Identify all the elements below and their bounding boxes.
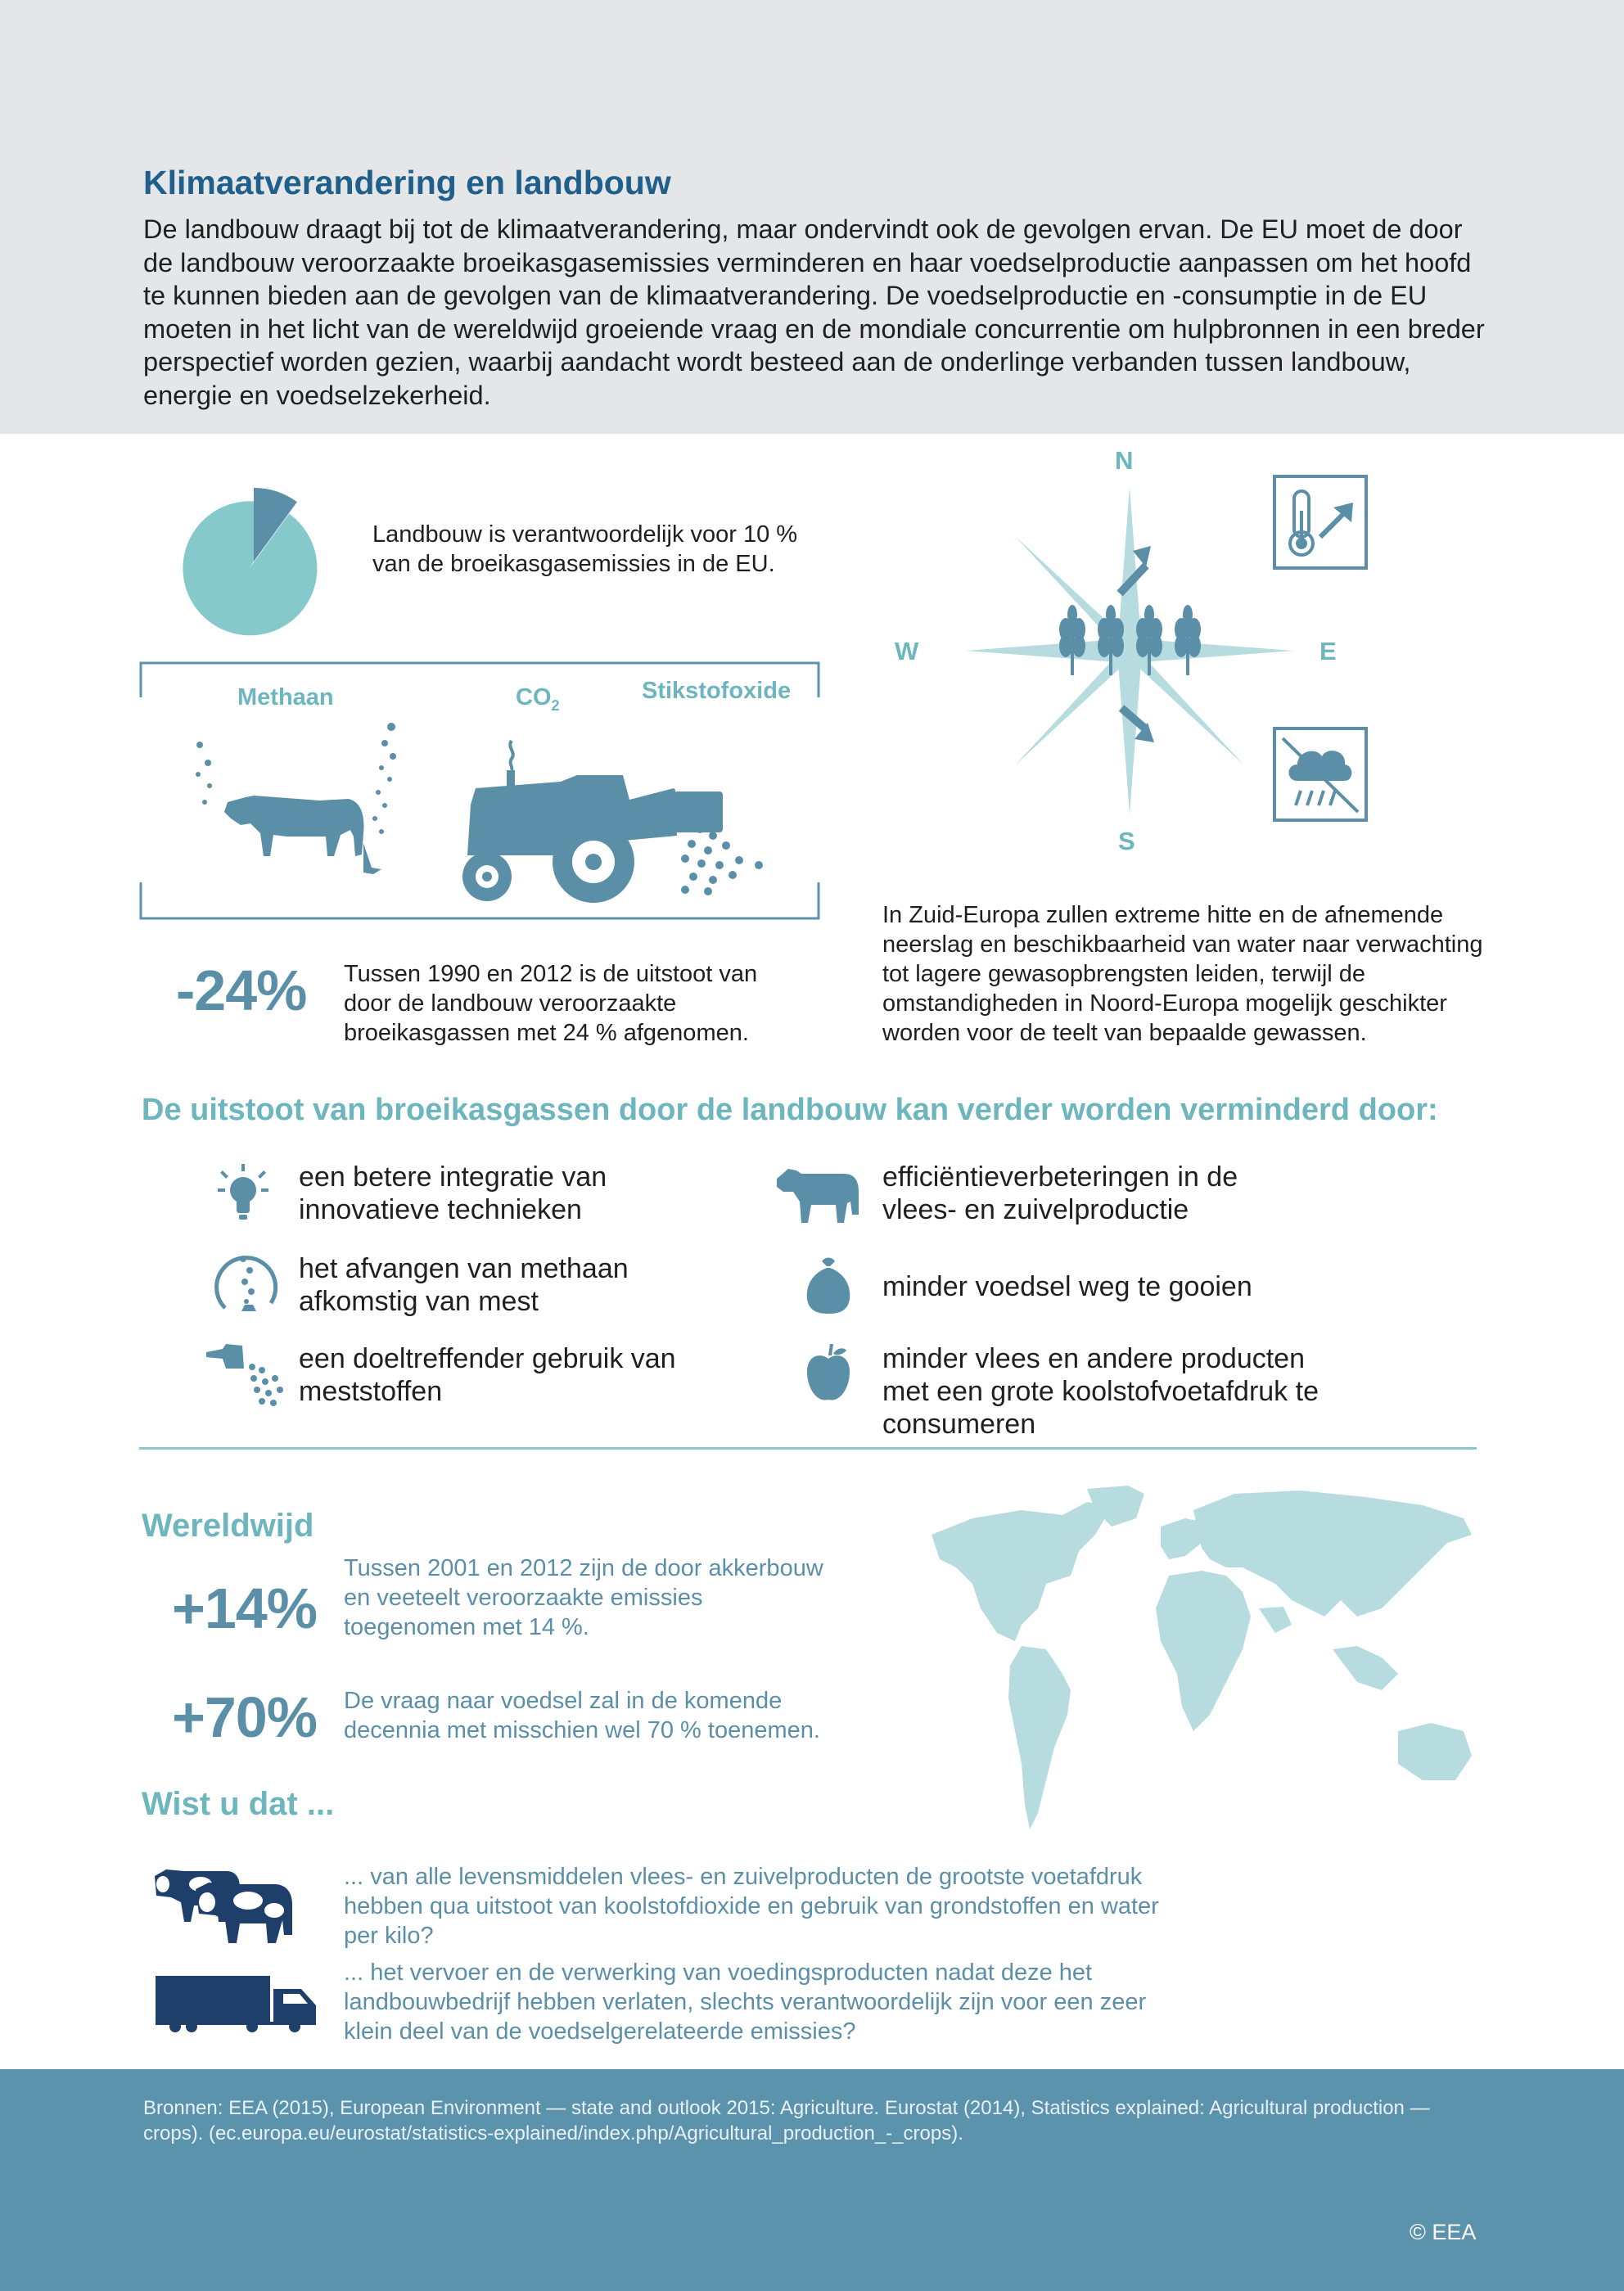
compass-west: W [895,637,919,665]
measure-3: het afvangen van methaan afkomstig van mest [299,1253,629,1317]
copyright: © EEA [1410,2220,1477,2244]
measure-2: efficiëntieverbeteringen in de vlees- en zuivelproductie [882,1161,1238,1225]
world-stat2-value: +70% [172,1685,317,1749]
measure-6: minder vlees en andere producten met een grote koolstofvoetafdruk te consumeren [882,1343,1319,1440]
section-divider [139,1447,1477,1450]
lightbulb-icon [214,1162,272,1224]
compass-east: E [1320,637,1337,665]
world-stat1-text: Tussen 2001 en 2012 zijn de door akkerbouw en veeteelt veroorzaakte emissies toegenomen met 14 %. [344,1555,823,1640]
measure-4: minder voedsel weg te gooien [882,1271,1252,1302]
cow-icon [774,1162,864,1226]
methane-label: Methaan [237,684,334,710]
compass-text: In Zuid-Europa zullen extreme hitte en de afnemende neerslag en beschikbaarheid van water naar verwachting tot lagere gewasopbrengsten leiden, terwijl de omstandigheden in Noord-Europa mogelijk geschikter worden voor de teelt van bepaalde gewassen. [882,902,1483,1046]
reduction-value: -24% [176,958,307,1022]
methane-capture-icon [209,1246,282,1319]
cow-emission-icon [188,720,401,892]
nox-label: Stikstofoxide [642,678,792,704]
share-text: Landbouw is verantwoordelijk voor 10 % van de broeikasgasemissies in de EU. [372,521,798,577]
measure-5: een doeltreffender gebruik van meststoffen [299,1343,676,1407]
fact2-text: ... het vervoer en de verwerking van voedingsproducten nadat deze het landbouwbedrijf hebben verlaten, slechts verantwoordelijk zijn voor een zeer klein deel van de voedselgerelateerde emissies? [344,1960,1147,2045]
storm-cloud-icon [1273,727,1368,822]
dairy-cows-icon [151,1865,319,1946]
sources-text: Bronnen: EEA (2015), European Environment — state and outlook 2015: Agriculture. Eurostat (2014), Statistics explained: Agricultural production — crops). (ec.europa.eu/eurostat/statistics-explained/index.php/Agricultural_production_-_crops). [143,2097,1430,2144]
measure-1: een betere integratie van innovatieve technieken [299,1161,607,1225]
pie-main-slice [156,475,344,662]
world-stat1-value: +14% [172,1576,317,1640]
truck-icon [156,1973,319,2034]
tractor-icon [462,741,765,904]
intro-paragraph: De landbouw draagt bij tot de klimaatverandering, maar ondervindt ook de gevolgen ervan. De EU moet de door de landbouw veroorzaakte broeikasgasemissies verminderen en haar voedselproductie aanpassen om het hoofd te kunnen bieden aan de gevolgen van de klimaatverandering. De voedselproductie en -consumptie in de EU moeten in het licht van de wereldwijd groeiende vraag en de mondiale concurrentie om hulpbronnen in een breder perspectief worden gezien, waarbij aandacht wordt besteed aan de onderlinge verbanden tussen landbouw, energie en voedselzekerheid. [143,214,1485,410]
compass-south: S [1118,827,1135,855]
fact1-text: ... van alle levensmiddelen vlees- en zuivelproducten de grootste voetafdruk hebben qua uitstoot van koolstofdioxide en gebruik van grondstoffen en water per kilo? [344,1864,1159,1949]
world-stat2-text: De vraag naar voedsel zal in de komende decennia met misschien wel 70 % toenemen. [344,1688,820,1743]
reduction-text: Tussen 1990 en 2012 is de uitstoot van door de landbouw veroorzaakte broeikasgassen met 24 % afgenomen. [344,961,758,1046]
apple-icon [804,1342,853,1405]
compass-north: N [1115,446,1134,475]
waste-bag-icon [804,1256,853,1315]
co2-label: $CO_2$ [516,684,560,714]
pie-chart-icon [178,485,322,640]
compass-rose-icon [966,487,1293,814]
measures-heading: De uitstoot van broeikasgassen door de landbouw kan verder worden verminderd door: [142,1093,1438,1127]
world-map-icon [923,1486,1480,1846]
page-title: Klimaatverandering en landbouw [143,164,671,201]
world-heading: Wereldwijd [142,1508,314,1544]
fertilizer-icon [205,1342,295,1408]
didyouknow-heading: Wist u dat ... [142,1786,335,1822]
thermometer-rising-icon [1273,475,1368,570]
